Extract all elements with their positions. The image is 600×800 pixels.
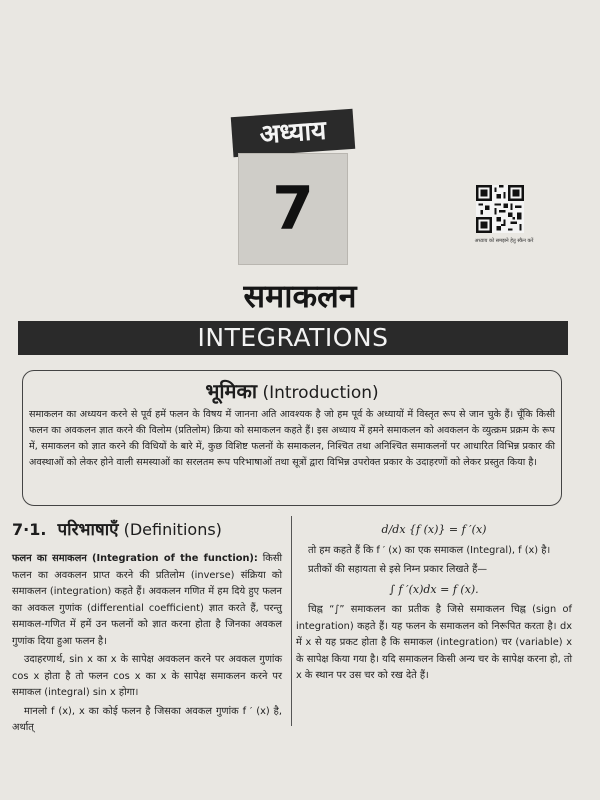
chapter-title-hindi: समाकलन <box>243 277 357 315</box>
introduction-text: समाकलन का अध्ययन करने से पूर्व हमें फलन के विषय में जानना अति आवश्यक है जो हम पूर्व के अध्यायों में विस्तृत रूप से जान चुके हैं। चूँकि किसी फलन का अवकलन ज्ञात करने की विलोम (प्रतिलोम) क्रिया को समाकलन कहते हैं। इस अध्याय में हमने समाकलन को अवकलन के व्युत्क्रम प्रक्रम के रूप में, समाकलन को ज्ञात करने की विधियों के बारे में, कुछ विशिष्ट फलनों के समाकलन, निश्चित तथा अनिश्चित समाकलनों पर आधारित विभिन्न प्रकार की अवस्थाओं को लेकर होने वाली समस्याओं का सरलतम रूप परिभाषाओं तथा सूत्रों द्वारा विभिन्न उपरोक्त प्रकार के उदाहरणों को लेकर प्रस्तुत किया है। <box>29 409 555 468</box>
qr-caption: अध्याय को समझने हेतु स्कैन करें <box>474 238 534 244</box>
introduction-heading <box>23 377 561 404</box>
definition-paragraph <box>12 551 282 650</box>
introduction-heading-hindi: भूमिका <box>205 379 258 403</box>
assumption-paragraph: मानलो f (x), x का कोई फलन है जिसका अवकल गुणांक f ′ (x) है, अर्थात् <box>12 705 282 733</box>
introduction-heading-english: (Introduction) <box>262 383 379 403</box>
integral-sign-paragraph: चिह्न “∫” समाकलन का प्रतीक है जिसे समाकलन चिह्न (sign of integration) कहते हैं। यह फलन के समाकलन को निरूपित करता है। dx में x से यह प्रकट होता है कि समाकल (integration) चर (variable) x के सापेक्ष किया गया है। यदि समाकलन किसी अन्य चर के सापेक्ष करना हो, तो x के स्थान पर उस चर को रख देते हैं। <box>296 604 572 681</box>
definition-text: किसी फलन का अवकलन प्राप्त करने की प्रतिलोम (inverse) संक्रिया को समाकलन (integration) कहते हैं। अवकलन गणित में हम दिये हुए फलन का अवकल गुणांक (differential coefficient) ज्ञात करते हैं, परन्तु समाकल-गणित में हमें उन फलनों को ज्ञात करना होता है जिनका अवकल गुणांक दिया हुआ फलन है। <box>12 553 282 647</box>
right-column <box>296 522 572 688</box>
column-divider <box>291 516 292 726</box>
example-paragraph: उदाहरणार्थ, sin x का x के सापेक्ष अवकलन करने पर अवकल गुणांक cos x होता है तो फलन cos x का x के सापेक्ष समाकलन करने पर समाकल (integral) sin x होगा। <box>12 654 282 698</box>
section-heading-hindi: परिभाषाएँ <box>57 520 119 540</box>
definition-term: फलन का समाकलन (Integration of the function): <box>12 553 258 564</box>
qr-code-icon[interactable] <box>476 185 524 233</box>
integral-statement: तो हम कहते हैं कि f ′ (x) का एक समाकल (Integral), f (x) है। <box>308 544 551 556</box>
chapter-label: अध्याय <box>231 109 355 157</box>
left-column <box>12 551 282 739</box>
chapter-title-english: INTEGRATIONS <box>18 321 568 355</box>
symbol-intro: प्रतीकों की सहायता से इसे निम्न प्रकार लिखते हैं— <box>308 564 488 575</box>
introduction-box <box>22 370 562 506</box>
section-heading-english: (Definitions) <box>123 520 222 539</box>
integral-formula: ∫ f ′(x)dx = f (x). <box>389 582 479 596</box>
section-heading <box>12 517 282 540</box>
derivative-formula: d/dx {f (x)} = f ′(x) <box>381 523 487 536</box>
section-number: 7·1. <box>12 520 47 539</box>
chapter-number: 7 <box>238 153 348 265</box>
